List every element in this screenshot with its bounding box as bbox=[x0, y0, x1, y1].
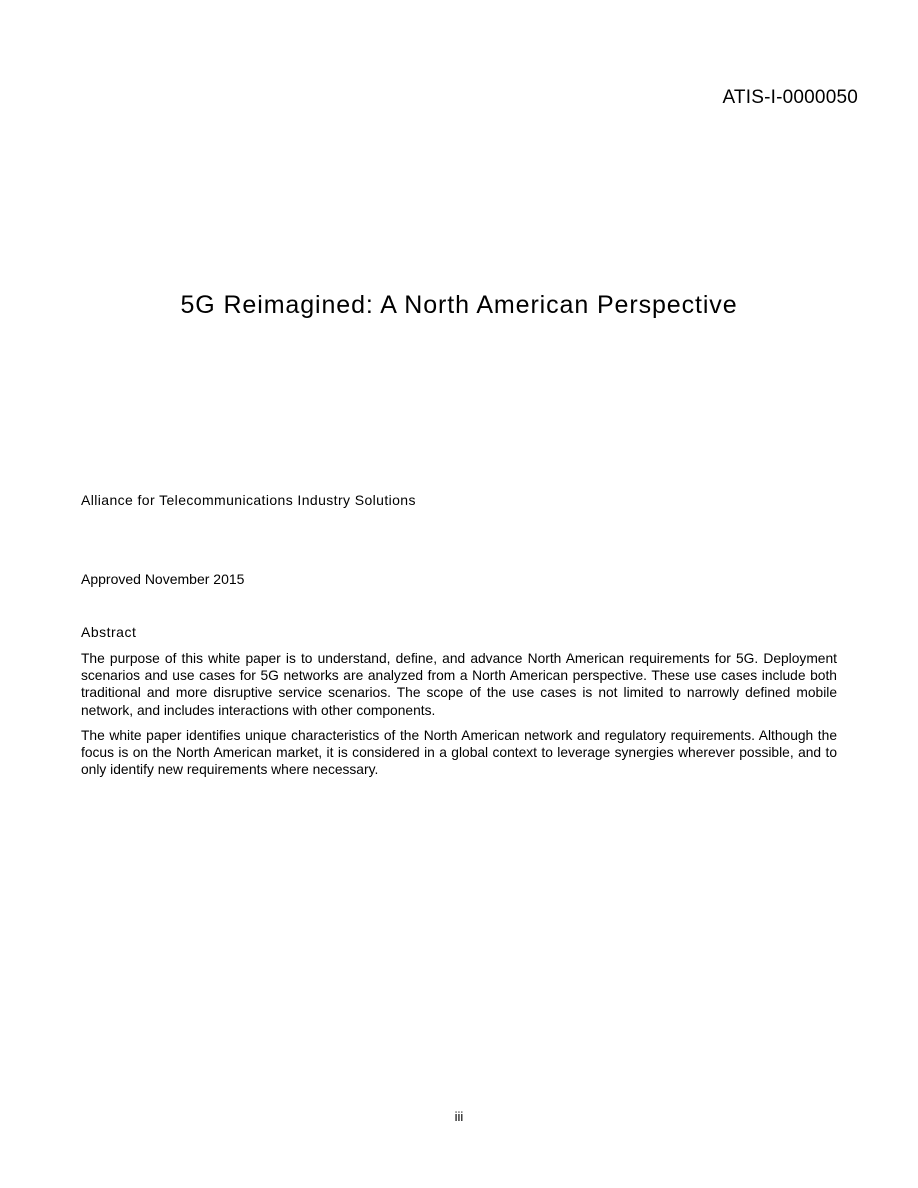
abstract-body bbox=[81, 650, 837, 786]
abstract-paragraph: The purpose of this white paper is to understand, define, and advance North American requirements for 5G. Deployment scenarios and use cases for 5G networks are analyzed from a North American perspective. These use cases include both traditional and more disruptive service scenarios. The scope of the use cases is not limited to narrowly defined mobile network, and includes interactions with other components. bbox=[81, 651, 837, 718]
document-id: ATIS-I-0000050 bbox=[722, 87, 858, 108]
abstract-paragraph: The white paper identifies unique characteristics of the North American network and regulatory requirements. Although the focus is on the North American market, it is considered in a global context to leverage synergies wherever possible, and to only identify new requirements where necessary. bbox=[81, 727, 837, 778]
page-number: iii bbox=[454, 1109, 464, 1124]
abstract-heading: Abstract bbox=[81, 624, 137, 640]
approval-date: Approved November 2015 bbox=[81, 571, 245, 587]
document-title: 5G Reimagined: A North American Perspective bbox=[180, 291, 738, 319]
organization-name: Alliance for Telecommunications Industry Solutions bbox=[81, 492, 416, 508]
